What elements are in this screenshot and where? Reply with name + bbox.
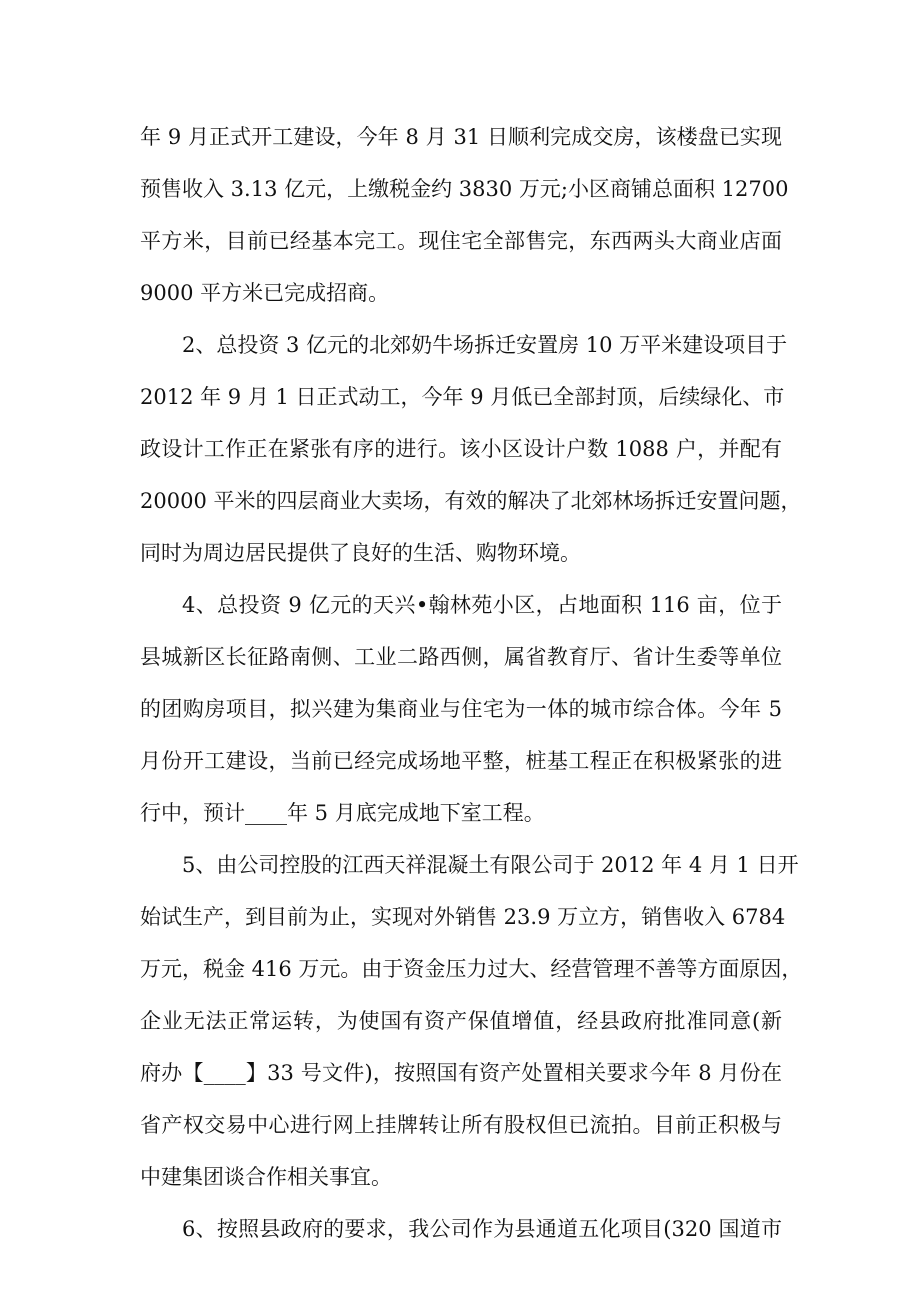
text-line: 平方米，目前已经基本完工。现住宅全部售完，东西两头大商业店面 [140, 229, 782, 253]
text-line: 始试生产，到目前为止，实现对外销售 23.9 万立方，销售收入 6784 [140, 905, 786, 929]
text-line: 6、按照县政府的要求，我公司作为县通道五化项目(320 国道市 [182, 1217, 782, 1241]
text-line: 万元，税金 416 万元。由于资金压力过大、经营管理不善等方面原因， [140, 957, 803, 981]
text-line: 2012 年 9 月 1 日正式动工，今年 9 月低已全部封顶，后续绿化、市 [140, 385, 785, 409]
text-line: 20000 平米的四层商业大卖场，有效的解决了北郊林场拆迁安置问题， [140, 489, 802, 513]
text-line: 府办【____】33 号文件)，按照国有资产处置相关要求今年 8 月份在 [140, 1061, 782, 1085]
text-line: 行中，预计____年 5 月底完成地下室工程。 [140, 801, 545, 825]
text-line: 中建集团谈合作相关事宜。 [140, 1165, 392, 1189]
document-body [140, 117, 803, 1249]
text-line: 2、总投资 3 亿元的北郊奶牛场拆迁安置房 10 万平米建设项目于 [182, 333, 788, 357]
text-line: 企业无法正常运转，为使国有资产保值增值，经县政府批准同意(新 [140, 1009, 782, 1033]
text-line: 的团购房项目，拟兴建为集商业与住宅为一体的城市综合体。今年 5 [140, 697, 782, 721]
text-line: 9000 平方米已完成招商。 [140, 281, 390, 305]
text-line: 同时为周边居民提供了良好的生活、购物环境。 [140, 541, 581, 565]
text-line: 省产权交易中心进行网上挂牌转让所有股权但已流拍。目前正积极与 [140, 1113, 782, 1137]
text-line: 年 9 月正式开工建设，今年 8 月 31 日顺利完成交房，该楼盘已实现 [140, 125, 782, 149]
text-line: 5、由公司控股的江西天祥混凝土有限公司于 2012 年 4 月 1 日开 [182, 853, 799, 877]
text-line: 预售收入 3.13 亿元，上缴税金约 3830 万元;小区商铺总面积 12700 [140, 177, 789, 201]
text-line: 月份开工建设，当前已经完成场地平整，桩基工程正在积极紧张的进 [140, 749, 782, 773]
text-line: 4、总投资 9 亿元的天兴•翰林苑小区，占地面积 116 亩，位于 [182, 593, 782, 617]
text-line: 政设计工作正在紧张有序的进行。该小区设计户数 1088 户，并配有 [140, 437, 782, 461]
text-line: 县城新区长征路南侧、工业二路西侧，属省教育厅、省计生委等单位 [140, 645, 782, 669]
